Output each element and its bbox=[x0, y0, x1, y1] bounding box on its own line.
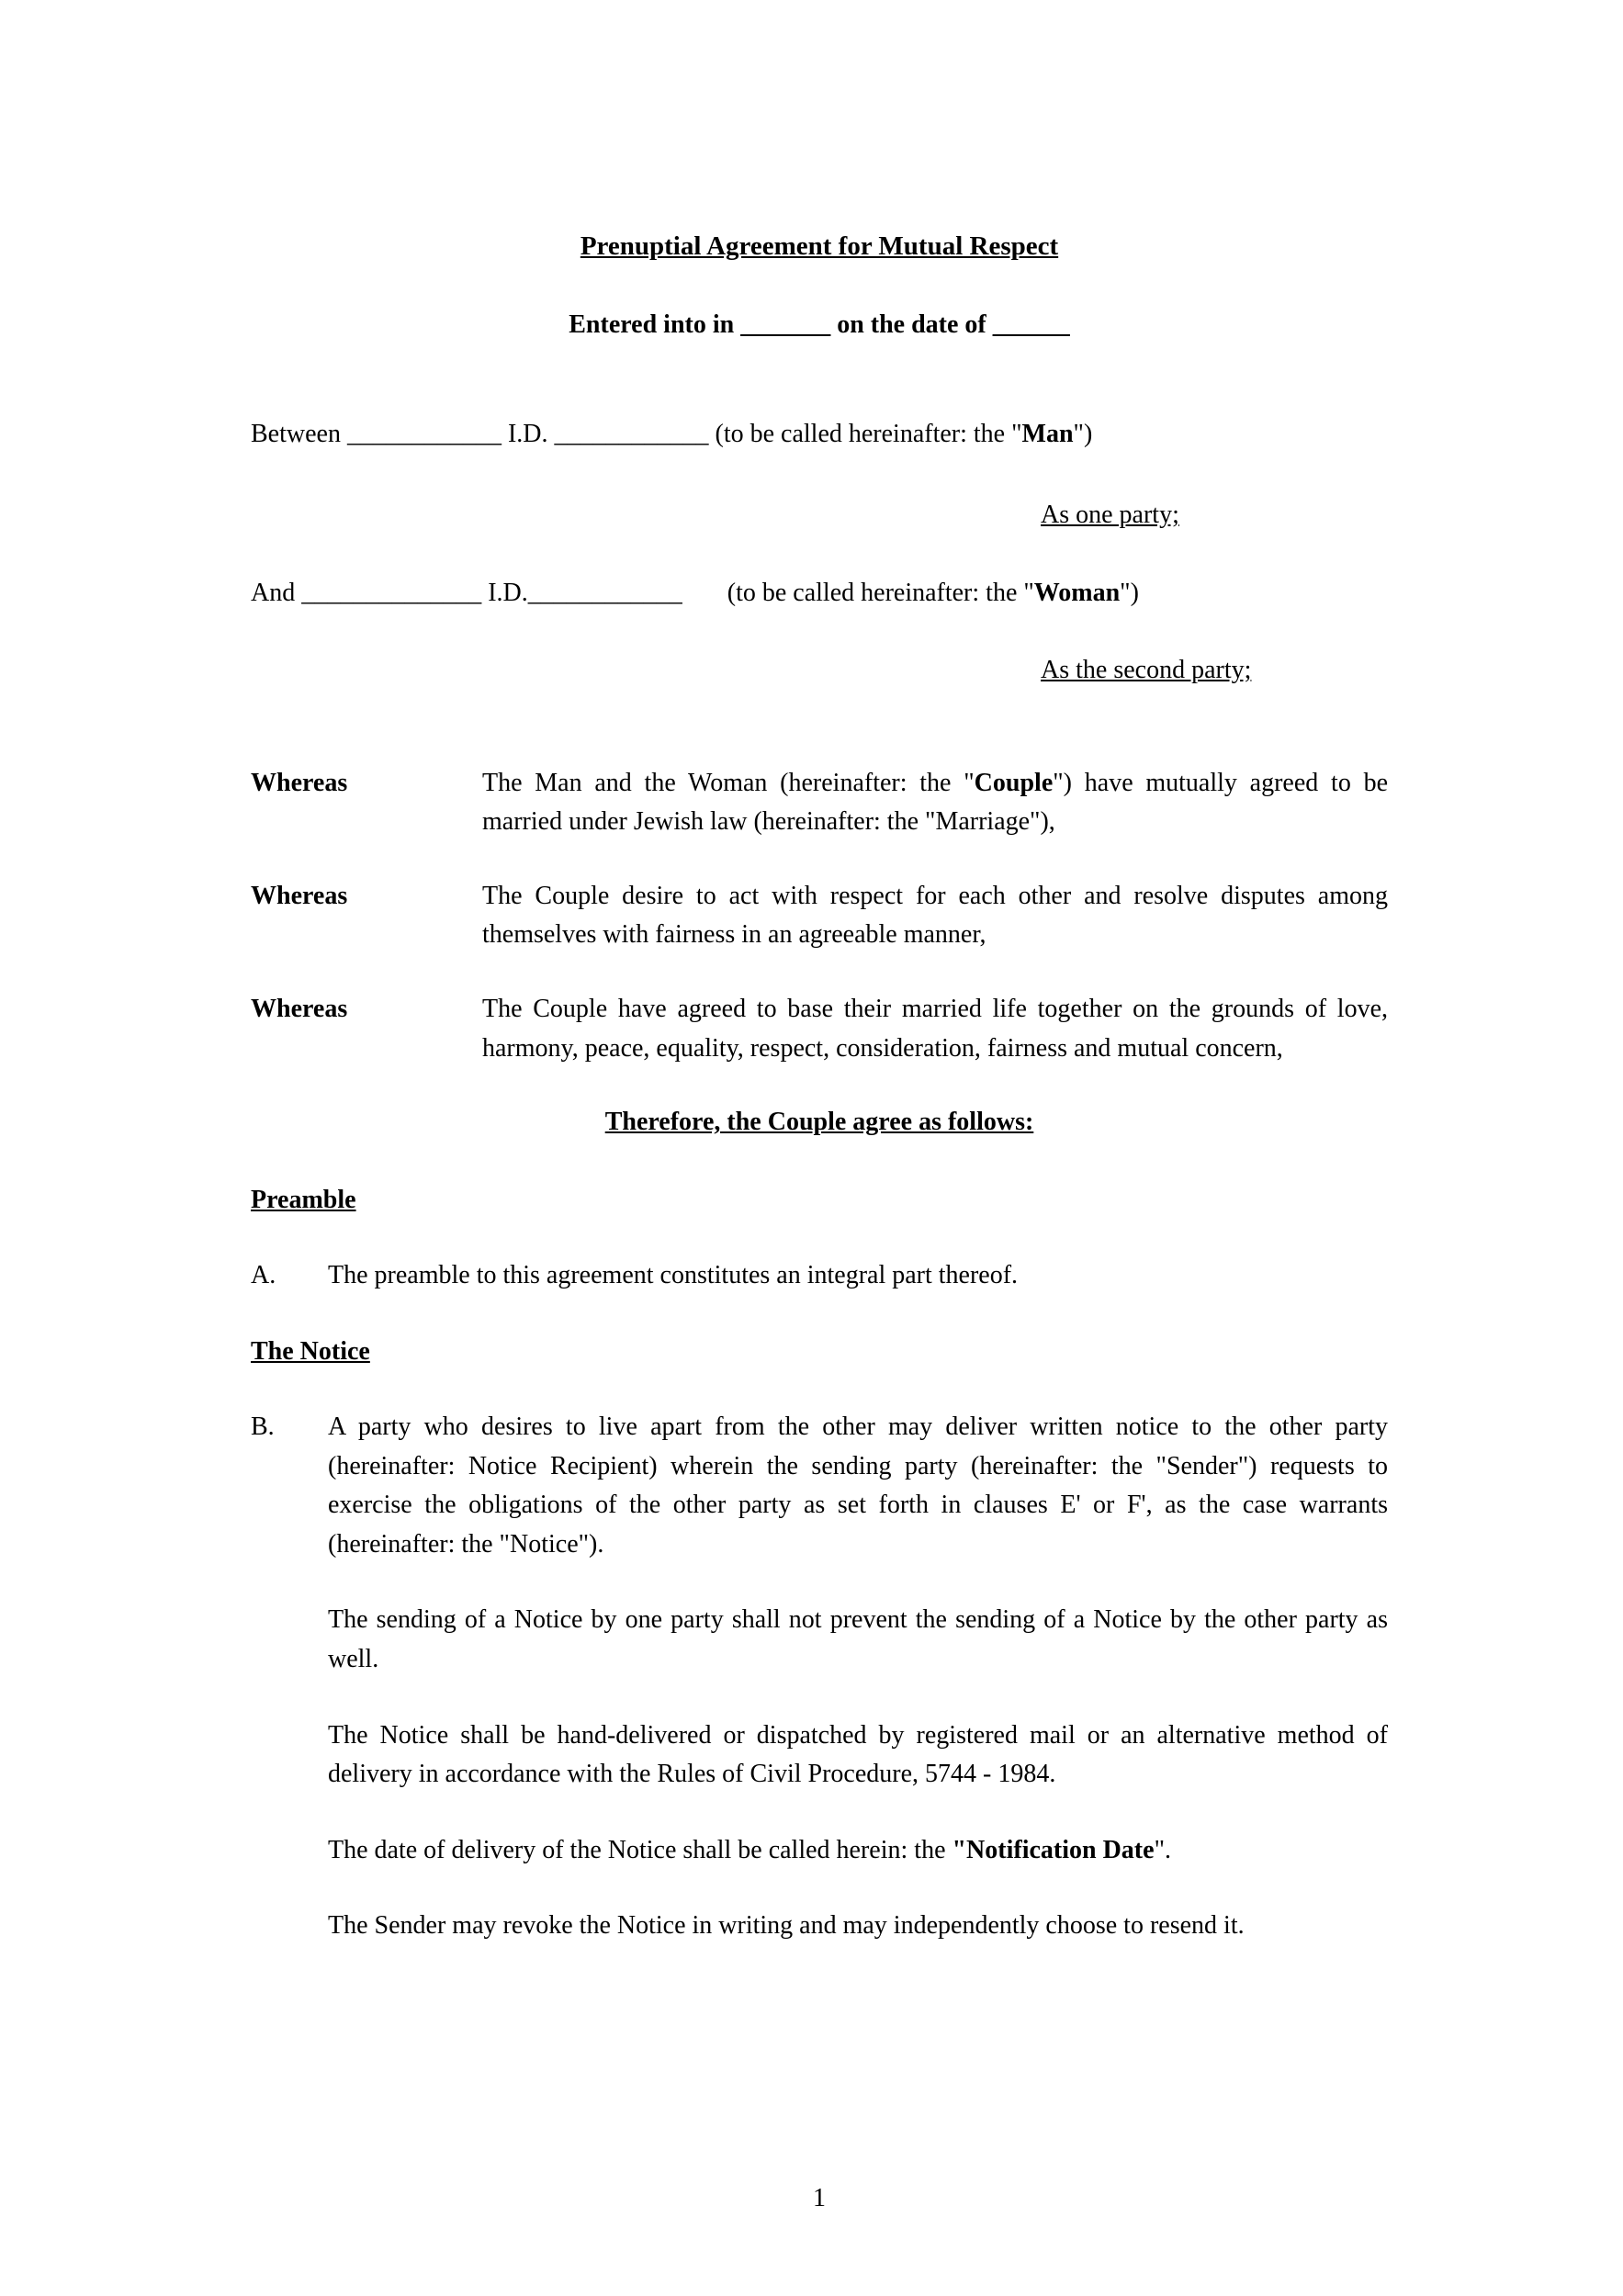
notice-paragraph-1 bbox=[328, 1601, 1388, 1679]
page-number: 1 bbox=[813, 2184, 826, 2212]
party-line-woman bbox=[251, 574, 1388, 613]
party-line-man-bold: Man bbox=[1021, 419, 1074, 448]
party-line-man-post: ") bbox=[1073, 419, 1093, 448]
notice-paragraph-1-text: The sending of a Notice by one party shall not prevent the sending of a Notice by the other party as well. bbox=[328, 1605, 1388, 1674]
notice-paragraph-3 bbox=[328, 1831, 1388, 1871]
section-heading-notice: The Notice bbox=[251, 1336, 370, 1366]
whereas-label: Whereas bbox=[251, 768, 348, 797]
document-content bbox=[251, 226, 1388, 1983]
therefore-line: Therefore, the Couple agree as follows: bbox=[604, 1108, 1034, 1137]
section-heading-preamble: Preamble bbox=[251, 1185, 356, 1214]
notice-paragraph-4-text: The Sender may revoke the Notice in writing and may independently choose to resend it. bbox=[328, 1911, 1245, 1941]
whereas-1-post: ") have mutually agreed to be married under Jewish law (hereinafter: the "Marriage"), bbox=[482, 768, 1389, 837]
notice-paragraph-3-post: ". bbox=[1154, 1835, 1171, 1864]
whereas-clause-2 bbox=[251, 877, 1388, 955]
whereas-label: Whereas bbox=[251, 881, 348, 910]
notice-paragraph-3-text: The date of delivery of the Notice shall be called herein: the bbox=[328, 1835, 952, 1864]
party-line-woman-post: ") bbox=[1120, 578, 1139, 607]
whereas-1-bold: Couple bbox=[974, 768, 1054, 797]
notice-paragraph-2-text: The Notice shall be hand-delivered or dispatched by registered mail or an alternative method of delivery in accordance with the Rules of Civil Procedure, 5744 - 1984. bbox=[328, 1720, 1388, 1789]
as-second-party-line bbox=[251, 651, 1388, 691]
clause-b bbox=[251, 1408, 1388, 1564]
as-one-party-line bbox=[251, 496, 1388, 535]
clause-a-label: A. bbox=[251, 1261, 276, 1290]
whereas-clause-1 bbox=[251, 764, 1388, 842]
as-one-party-text: As one party; bbox=[1041, 501, 1179, 530]
whereas-clause-3 bbox=[251, 990, 1388, 1068]
notice-paragraph-2 bbox=[328, 1716, 1388, 1795]
whereas-2-text: The Couple desire to act with respect for each other and resolve disputes among themselves with fairness in an agreeable manner, bbox=[482, 881, 1388, 950]
party-line-woman-bold: Woman bbox=[1033, 578, 1121, 607]
whereas-label: Whereas bbox=[251, 995, 348, 1023]
notice-paragraph-3-bold: "Notification Date bbox=[952, 1835, 1155, 1864]
page-title: Prenuptial Agreement for Mutual Respect bbox=[580, 231, 1059, 261]
party-line-man-text: Between ____________ I.D. ____________ (to be called hereinafter: the " bbox=[251, 419, 1022, 448]
clause-a bbox=[251, 1256, 1388, 1296]
subtitle: Entered into in _______ on the date of ______ bbox=[569, 310, 1070, 340]
party-line-man bbox=[251, 415, 1388, 455]
whereas-3-text: The Couple have agreed to base their married life together on the grounds of love, harmony, peace, equality, respect, consideration, fairness and mutual concern, bbox=[482, 995, 1388, 1063]
whereas-1-text: The Man and the Woman (hereinafter: the " bbox=[482, 768, 975, 797]
as-second-party-text: As the second party; bbox=[1041, 656, 1252, 685]
notice-paragraph-4 bbox=[328, 1907, 1388, 1946]
party-line-woman-text: And ______________ I.D.____________ (to be called hereinafter: the " bbox=[251, 578, 1034, 607]
clause-a-text: The preamble to this agreement constitutes an integral part thereof. bbox=[328, 1261, 1019, 1290]
clause-b-label: B. bbox=[251, 1412, 275, 1442]
clause-b-text: A party who desires to live apart from the other may deliver written notice to the other party (hereinafter: Notice Recipient) wherein the sending party (hereinafter: the "Sender") requests to exercise the obligations of the other party as set forth in clauses E' or F', as the case warrants (hereinafter: the "Notice"). bbox=[328, 1412, 1388, 1559]
